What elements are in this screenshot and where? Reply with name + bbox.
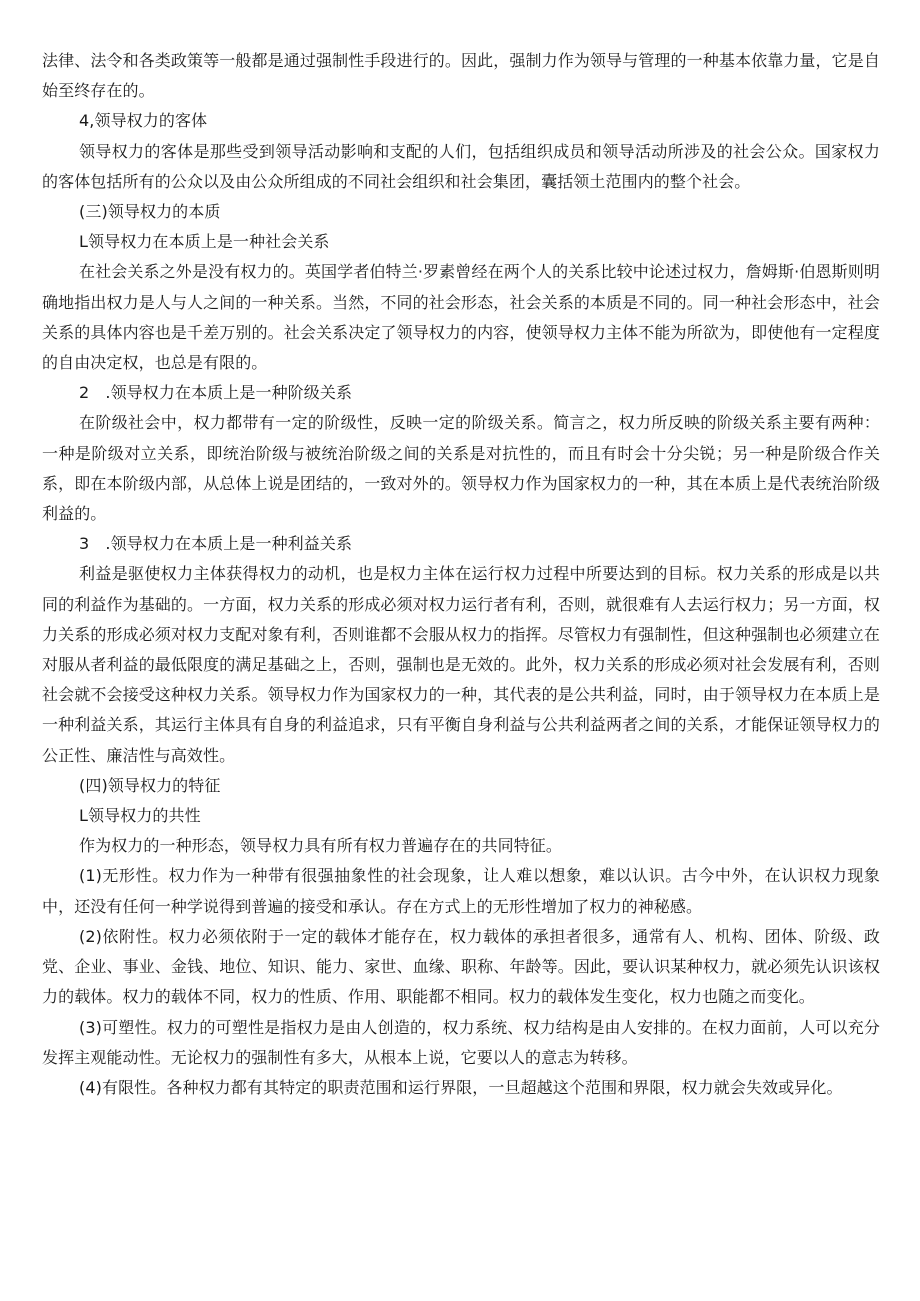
heading-power-object: 4,领导权力的客体	[79, 111, 208, 131]
list-item-dependency: (2)依附性。权力必须依附于一定的载体才能存在，权力载体的承担者很多，通常有人、机构、团体、阶级、政党、企业、事业、金钱、地位、知识、能力、家世、血缘、职称、年龄等。因此，要认识某种权力，就必须先认识该权力的载体。权力的载体不同，权力的性质、作用、职能都不相同。权力的载体发生变化，权力也随之而变化。	[42, 926, 880, 1007]
list-item-plasticity: (3)可塑性。权力的可塑性是指权力是由人创造的，权力系统、权力结构是由人安排的。在权力面前，人可以充分发挥主观能动性。无论权力的强制性有多大，从根本上说，它要以人的意志为转移。	[42, 1017, 880, 1067]
list-item-intangibility: (1)无形性。权力作为一种带有很强抽象性的社会现象，让人难以想象，难以认识。古今中外，在认识权力现象中，还没有任何一种学说得到普遍的接受和承认。存在方式上的无形性增加了权力的神秘感。	[42, 866, 880, 916]
subheading-social-relation: L领导权力在本质上是一种社会关系	[79, 232, 330, 252]
paragraph-continued: 法律、法令和各类政策等一般都是通过强制性手段进行的。因此，强制力作为领导与管理的一种基本依靠力量，它是自始至终存在的。	[42, 51, 880, 101]
paragraph: 利益是驱使权力主体获得权力的动机，也是权力主体在运行权力过程中所要达到的目标。权力关系的形成是以共同的利益作为基础的。一方面，权力关系的形成必须对权力运行者有利，否则，就很难有人去运行权力；另一方面，权力关系的形成必须对权力支配对象有利，否则谁都不会服从权力的指挥。尽管权力有强制性，但这种强制也必须建立在对服从者利益的最低限度的满足基础之上，否则，强制也是无效的。此外，权力关系的形成必须对社会发展有利，否则社会就不会接受这种权力关系。领导权力作为国家权力的一种，其代表的是公共利益，同时，由于领导权力在本质上是一种利益关系，其运行主体具有自身的利益追求，只有平衡自身利益与公共利益两者之间的关系，才能保证领导权力的公正性、廉洁性与高效性。	[42, 564, 880, 765]
list-item-limitedness: (4)有限性。各种权力都有其特定的职责范围和运行界限，一旦超越这个范围和界限，权力就会失效或异化。	[79, 1077, 843, 1097]
paragraph: 在阶级社会中，权力都带有一定的阶级性，反映一定的阶级关系。简言之，权力所反映的阶级关系主要有两种：一种是阶级对立关系，即统治阶级与被统治阶级之间的关系是对抗性的，而且有时会十分尖锐；另一种是阶级合作关系，即在本阶级内部，从总体上说是团结的，一致对外的。领导权力作为国家权力的一种，其在本质上是代表统治阶级利益的。	[42, 413, 880, 524]
paragraph: 在社会关系之外是没有权力的。英国学者伯特兰·罗素曾经在两个人的关系比较中论述过权力，詹姆斯·伯恩斯则明确地指出权力是人与人之间的一种关系。当然，不同的社会形态，社会关系的本质是不同的。同一种社会形态中，社会关系的具体内容也是千差万别的。社会关系决定了领导权力的内容，使领导权力主体不能为所欲为，即使他有一定程度的自由决定权，也总是有限的。	[42, 262, 880, 373]
section-heading-features: (四)领导权力的特征	[79, 775, 221, 795]
paragraph: 作为权力的一种形态，领导权力具有所有权力普遍存在的共同特征。	[79, 836, 563, 856]
paragraph: 领导权力的客体是那些受到领导活动影响和支配的人们，包括组织成员和领导活动所涉及的社会公众。国家权力的客体包括所有的公众以及由公众所组成的不同社会组织和社会集团，囊括领土范围内的整个社会。	[42, 141, 880, 191]
subheading-interest-relation: 3 .领导权力在本质上是一种利益关系	[79, 534, 353, 554]
section-heading-essence: (三)领导权力的本质	[79, 202, 221, 222]
document-page	[42, 46, 880, 1103]
subheading-commonality: L领导权力的共性	[79, 806, 201, 826]
subheading-class-relation: 2 .领导权力在本质上是一种阶级关系	[79, 383, 353, 403]
